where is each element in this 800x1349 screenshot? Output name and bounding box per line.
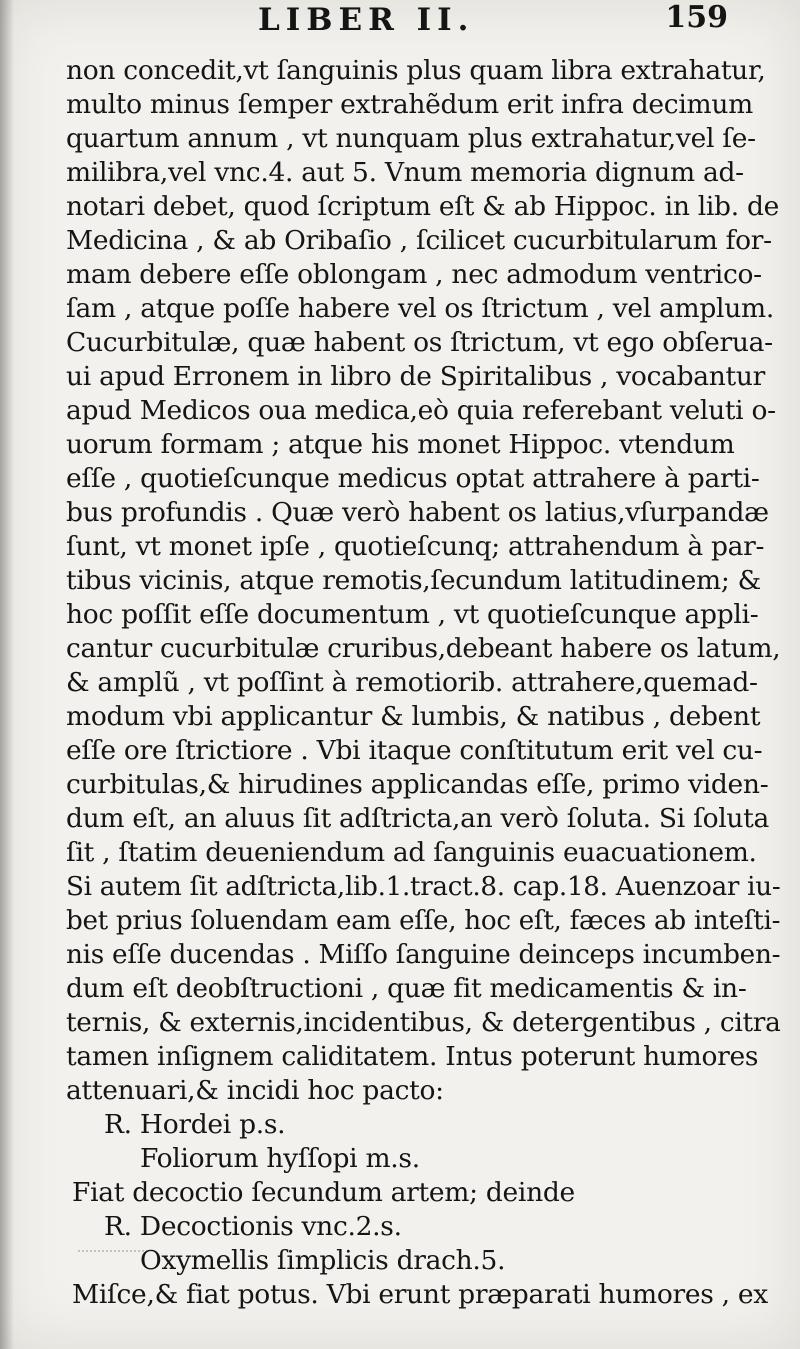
text-line: uorum formam ; atque his monet Hippoc. vtendum: [66, 429, 735, 460]
text-line: Fiat decoctio ſecundum artem; deinde: [72, 1177, 575, 1208]
text-line: & amplũ , vt poſſint à remotiorib. attrahere,quemad-: [66, 667, 758, 698]
text-line: dum eſt deobſtructioni , quæ fit medicamentis & in-: [66, 973, 747, 1004]
page-number: 159: [665, 0, 728, 35]
text-line: quartum annum , vt nunquam plus extrahatur,vel ſe-: [66, 123, 756, 154]
recipe-line: R. Decoctionis vnc.2.s.: [104, 1211, 402, 1242]
bleed-through-mark: [78, 1236, 148, 1252]
text-line: hoc poſſit eſſe documentum , vt quotieſcunque appli-: [66, 599, 759, 630]
text-line: Cucurbitulæ, quæ habent os ſtrictum, vt ego obſerua-: [66, 327, 773, 358]
text-line: ternis, & externis,incidentibus, & detergentibus , citra: [66, 1007, 781, 1038]
text-line: nis eſſe ducendas . Miſſo ſanguine deinceps incumben-: [66, 939, 781, 970]
text-line: notari debet, quod ſcriptum eſt & ab Hippoc. in lib. de: [66, 191, 780, 222]
text-line: ſit , ſtatim deueniendum ad ſanguinis euacuationem.: [66, 837, 757, 868]
recipe-line: Foliorum hyſſopi m.s.: [140, 1143, 420, 1174]
running-title: LIBER II.: [258, 2, 475, 38]
text-line: Miſce,& fiat potus. Vbi erunt præparati humores , ex: [72, 1279, 768, 1310]
text-line: apud Medicos oua medica,eò quia referebant veluti o-: [66, 395, 776, 426]
text-line: tibus vicinis, atque remotis,ſecundum latitudinem; &: [66, 565, 761, 596]
text-line: cantur cucurbitulæ cruribus,debeant habere os latum,: [66, 633, 781, 664]
text-line: Medicina , & ab Oribaſio , ſcilicet cucurbitularum for-: [66, 225, 772, 256]
text-line: modum vbi applicantur & lumbis, & natibus , debent: [66, 701, 761, 732]
recipe-line: Oxymellis ſimplicis drach.5.: [140, 1245, 506, 1276]
text-line: non concedit,vt ſanguinis plus quam libra extrahatur,: [66, 55, 766, 86]
text-line: ſunt, vt monet ipſe , quotieſcunq; attrahendum à par-: [66, 531, 765, 562]
text-line: ui apud Erronem in libro de Spiritalibus , vocabantur: [66, 361, 766, 392]
recipe-line: R. Hordei p.s.: [104, 1109, 286, 1140]
text-line: milibra,vel vnc.4. aut 5. Vnum memoria dignum ad-: [66, 157, 744, 188]
text-line: bus profundis . Quæ verò habent os latius,vſurpandæ: [66, 497, 769, 528]
text-line: ſam , atque poſſe habere vel os ſtrictum , vel amplum.: [66, 293, 774, 324]
page-gutter-shadow: [0, 0, 14, 1349]
text-line: tamen inſignem caliditatem. Intus poterunt humores: [66, 1041, 759, 1072]
text-line: curbitulas,& hirudines applicandas eſſe, primo viden-: [66, 769, 769, 800]
text-line: attenuari,& incidi hoc pacto:: [66, 1075, 444, 1106]
text-line: eſſe ore ſtrictiore . Vbi itaque conſtitutum erit vel cu-: [66, 735, 763, 766]
text-line: bet prius ſoluendam eam eſſe, hoc eſt, fæces ab inteſti-: [66, 905, 781, 936]
text-line: multo minus ſemper extrahẽdum erit infra decimum: [66, 89, 753, 120]
text-line: eſſe , quotieſcunque medicus optat attrahere à parti-: [66, 463, 760, 494]
page-header: [0, 0, 800, 46]
text-line: mam debere eſſe oblongam , nec admodum ventrico-: [66, 259, 762, 290]
text-line: dum eſt, an aluus ſit adſtricta,an verò ſoluta. Si ſoluta: [66, 803, 770, 834]
text-line: Si autem ſit adſtricta,lib.1.tract.8. cap.18. Auenzoar iu-: [66, 871, 781, 902]
